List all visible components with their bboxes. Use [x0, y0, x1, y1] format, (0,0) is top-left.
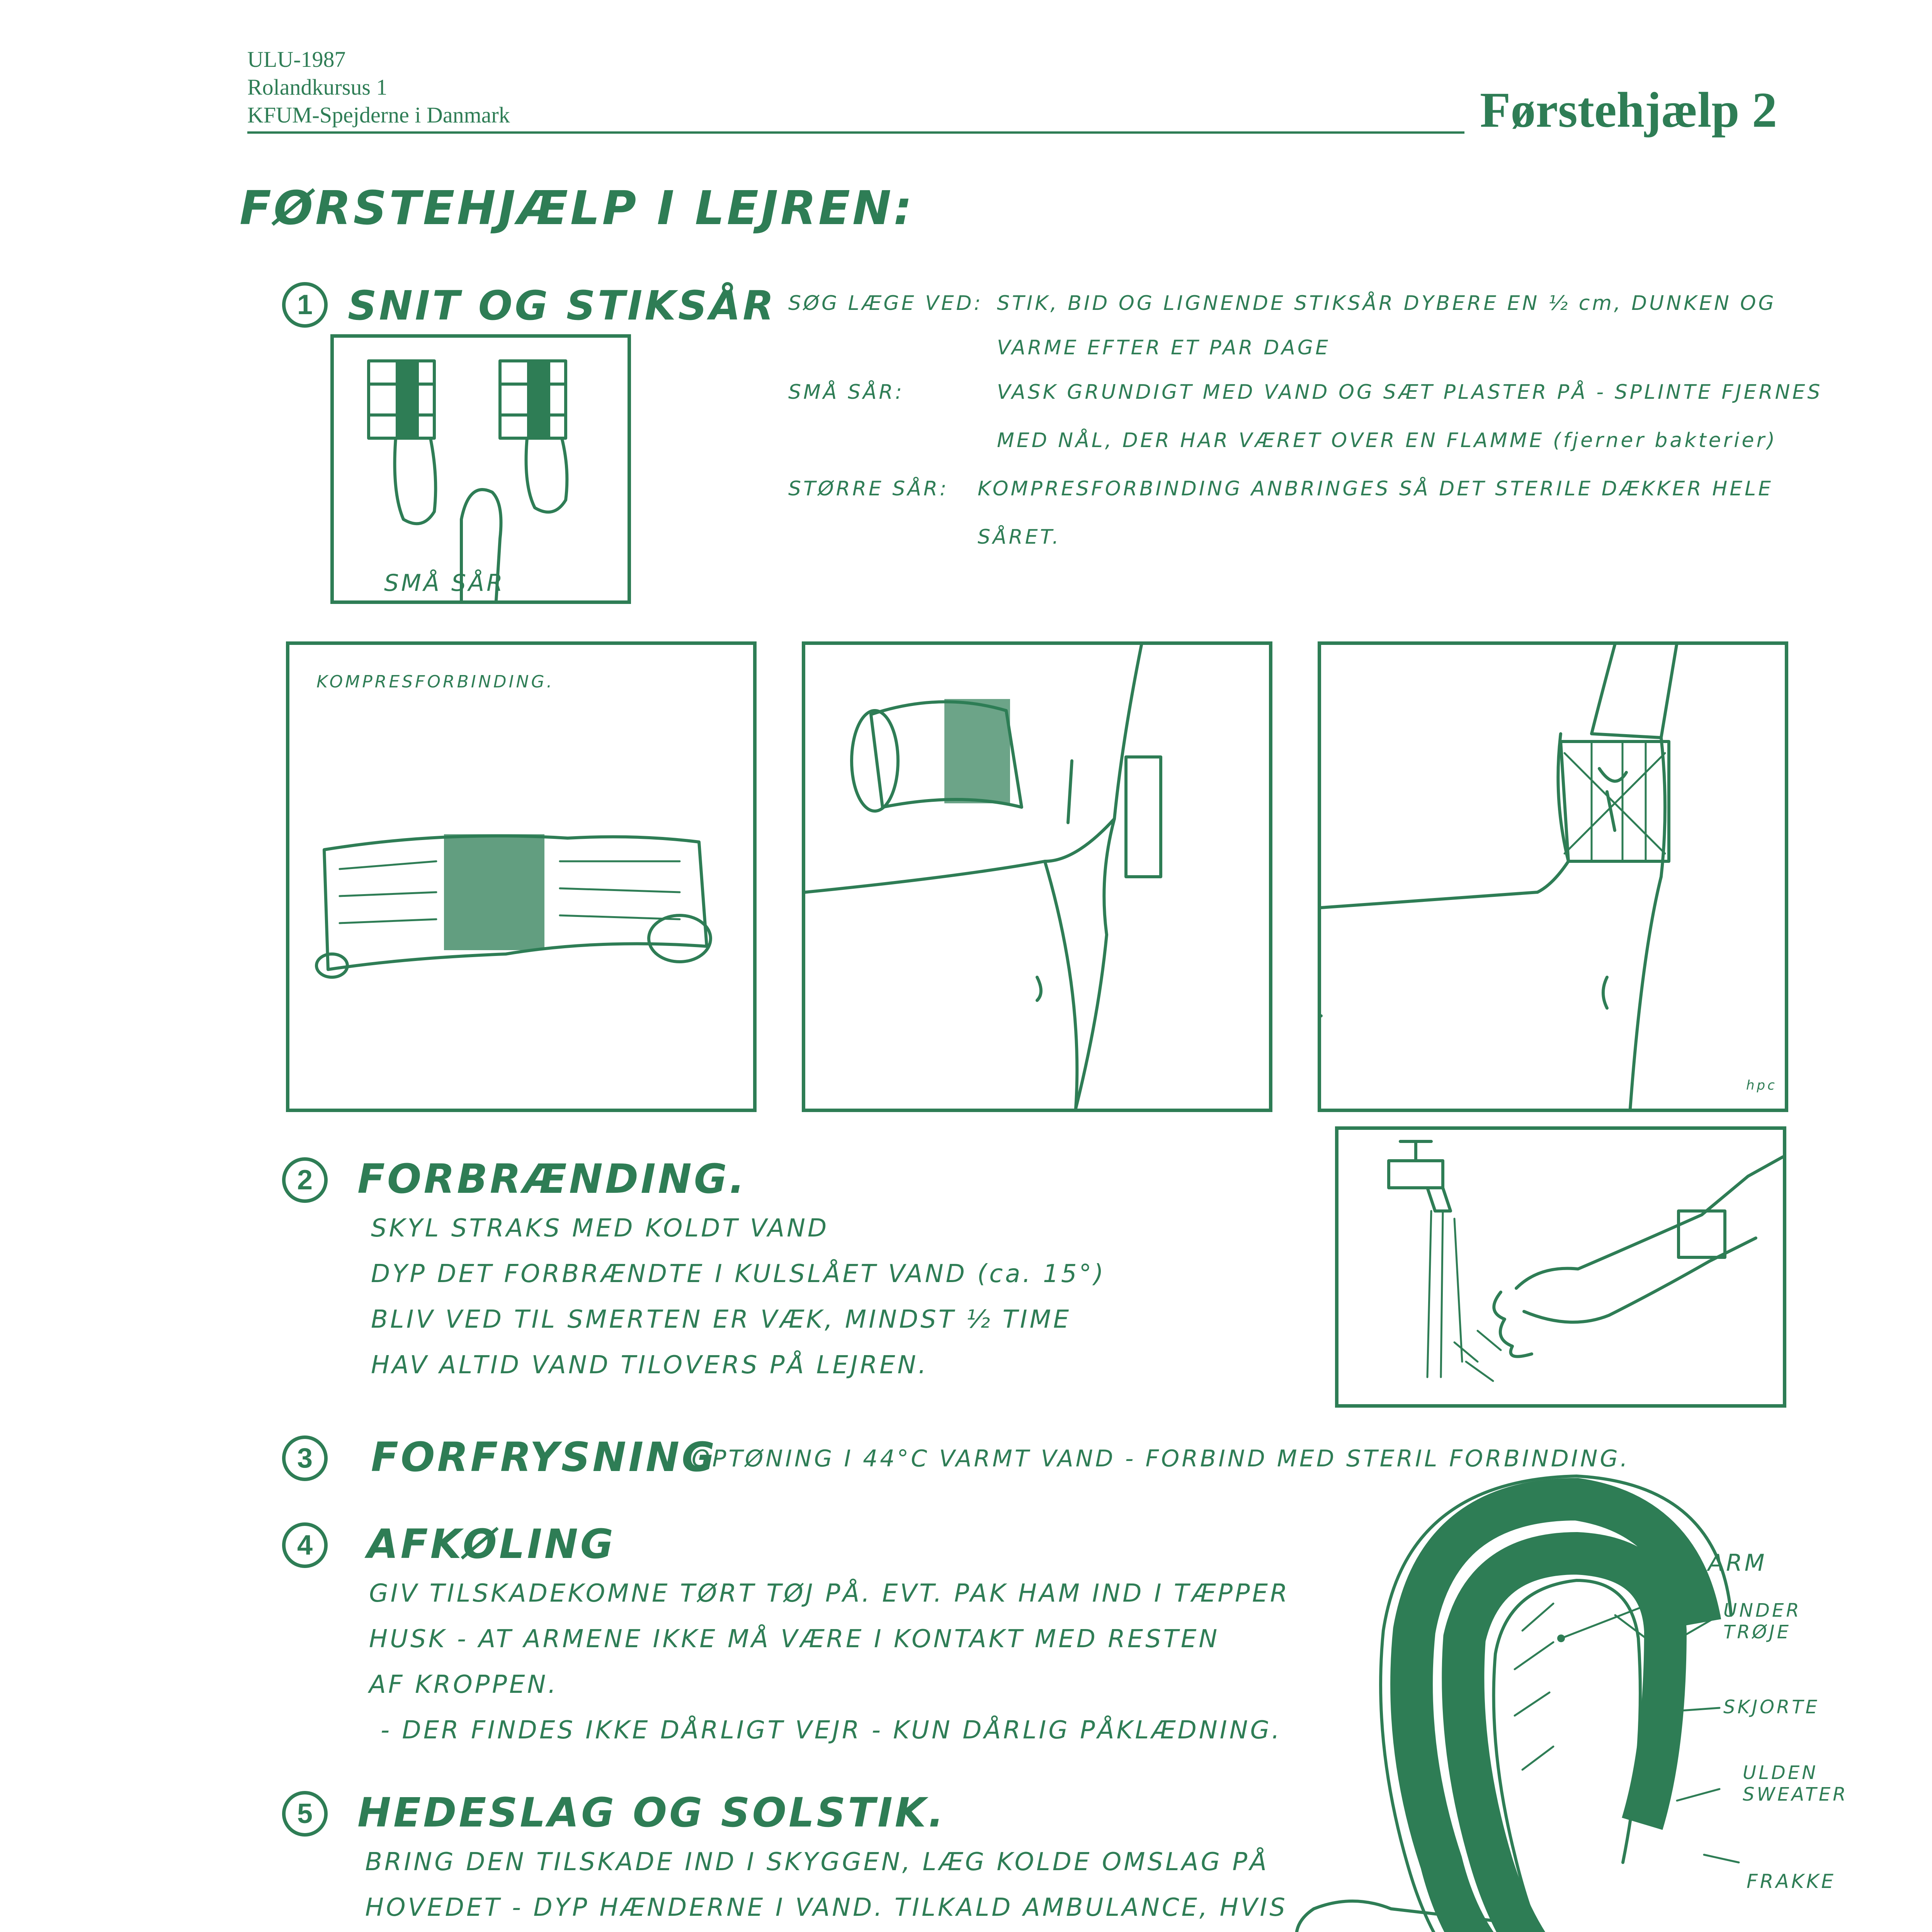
- row-large-line2: SÅRET.: [978, 526, 1061, 549]
- compress-panel-label: KOMPRESFORBINDING.: [316, 672, 554, 692]
- header-line2: Rolandkursus 1: [247, 75, 388, 100]
- section-5-number: 5: [282, 1791, 328, 1837]
- compress-panel-1: [286, 641, 757, 1112]
- burn-line-1: SKYL STRAKS MED KOLDT VAND: [371, 1214, 829, 1243]
- compress-panel-3: [1318, 641, 1788, 1112]
- row-small-line2: MED NÅL, DER HAR VÆRET OVER EN FLAMME (fjerner bakterier): [997, 429, 1777, 452]
- label-wool-sweater: ULDEN SWEATER: [1743, 1762, 1848, 1805]
- row-doctor-line2: VARME EFTER ET PAR DAGE: [997, 336, 1330, 359]
- burn-line-3: BLIV VED TIL SMERTEN ER VÆK, MINDST ½ TIME: [371, 1305, 1071, 1334]
- row-label-doctor: SØG LÆGE VED:: [788, 292, 983, 315]
- section-2-body: [371, 1206, 1106, 1388]
- label-arm: ARM: [1708, 1549, 1767, 1577]
- small-wounds-figure: [330, 334, 631, 604]
- label-undershirt: UNDER TRØJE: [1723, 1600, 1801, 1643]
- burn-figure: [1335, 1126, 1786, 1408]
- hand-under-tap-drawing: [1338, 1130, 1783, 1404]
- section-4-title: AFKØLING: [367, 1520, 616, 1568]
- row-small-line1: VASK GRUNDIGT MED VAND OG SÆT PLASTER PÅ - SPLINTE FJERNES: [997, 381, 1823, 404]
- header-line1: ULU-1987: [247, 47, 346, 72]
- bandage-on-arm-drawing: [805, 645, 1269, 1109]
- header-meta: [247, 46, 510, 129]
- section-1-title: SNIT OG STIKSÅR: [348, 282, 776, 329]
- burn-line-2: DYP DET FORBRÆNDTE I KULSLÅET VAND (ca. 15°): [371, 1260, 1106, 1288]
- burn-line-4: HAV ALTID VAND TILOVERS PÅ LEJREN.: [371, 1351, 929, 1379]
- section-3-text: OPTØNING I 44°C VARMT VAND - FORBIND MED STERIL FORBINDING.: [692, 1445, 1630, 1472]
- section-4-body: [369, 1571, 1289, 1753]
- compress-bandage-drawing: [289, 645, 753, 1109]
- section-5-title: HEDESLAG OG SOLSTIK.: [357, 1789, 946, 1836]
- section-3-number: 3: [282, 1435, 328, 1481]
- cooling-line-1: GIV TILSKADEKOMNE TØRT TØJ PÅ. EVT. PAK HAM IND I TÆPPER: [369, 1579, 1290, 1608]
- header-title: Førstehjælp 2: [1480, 82, 1777, 138]
- heat-line-2: HOVEDET - DYP HÆNDERNE I VAND. TILKALD AMBULANCE, HVIS: [365, 1893, 1288, 1922]
- small-wounds-label: SMÅ SÅR: [384, 570, 505, 597]
- heat-line-1: BRING DEN TILSKADE IND I SKYGGEN, LÆG KOLDE OMSLAG PÅ: [365, 1848, 1269, 1876]
- section-3-title: FORFRYSNING: [371, 1434, 717, 1481]
- compress-panel-2: [802, 641, 1272, 1112]
- row-label-small: SMÅ SÅR:: [788, 381, 905, 404]
- cooling-line-4: - DER FINDES IKKE DÅRLIGT VEJR - KUN DÅRLIG PÅKLÆDNING.: [381, 1716, 1282, 1745]
- row-large-line1: KOMPRESFORBINDING ANBRINGES SÅ DET STERILE DÆKKER HELE: [978, 477, 1773, 500]
- section-2-number: 2: [282, 1157, 328, 1203]
- section-4-number: 4: [282, 1522, 328, 1568]
- label-shirt: SKJORTE: [1723, 1696, 1820, 1718]
- row-doctor-line1: STIK, BID OG LIGNENDE STIKSÅR DYBERE EN ½ cm, DUNKEN OG: [997, 292, 1776, 315]
- header-rule: [247, 131, 1464, 134]
- row-label-large: STØRRE SÅR:: [788, 477, 949, 500]
- label-coat: FRAKKE: [1747, 1870, 1836, 1893]
- page-title: FØRSTEHJÆLP I LEJREN:: [240, 182, 915, 235]
- section-5-body: [365, 1839, 1287, 1932]
- cooling-line-2: HUSK - AT ARMENE IKKE MÅ VÆRE I KONTAKT MED RESTEN: [369, 1625, 1220, 1653]
- header-line3: KFUM-Spejderne i Danmark: [247, 102, 510, 128]
- finger-plaster-drawing: [334, 338, 628, 600]
- bandaged-arm-drawing: [1321, 645, 1785, 1109]
- artist-signature: hpc: [1746, 1078, 1777, 1093]
- heat-line-3: [365, 1930, 1287, 1932]
- cooling-line-3: AF KROPPEN.: [369, 1670, 558, 1699]
- section-1-number: 1: [282, 282, 328, 328]
- section-2-title: FORBRÆNDING.: [357, 1155, 747, 1202]
